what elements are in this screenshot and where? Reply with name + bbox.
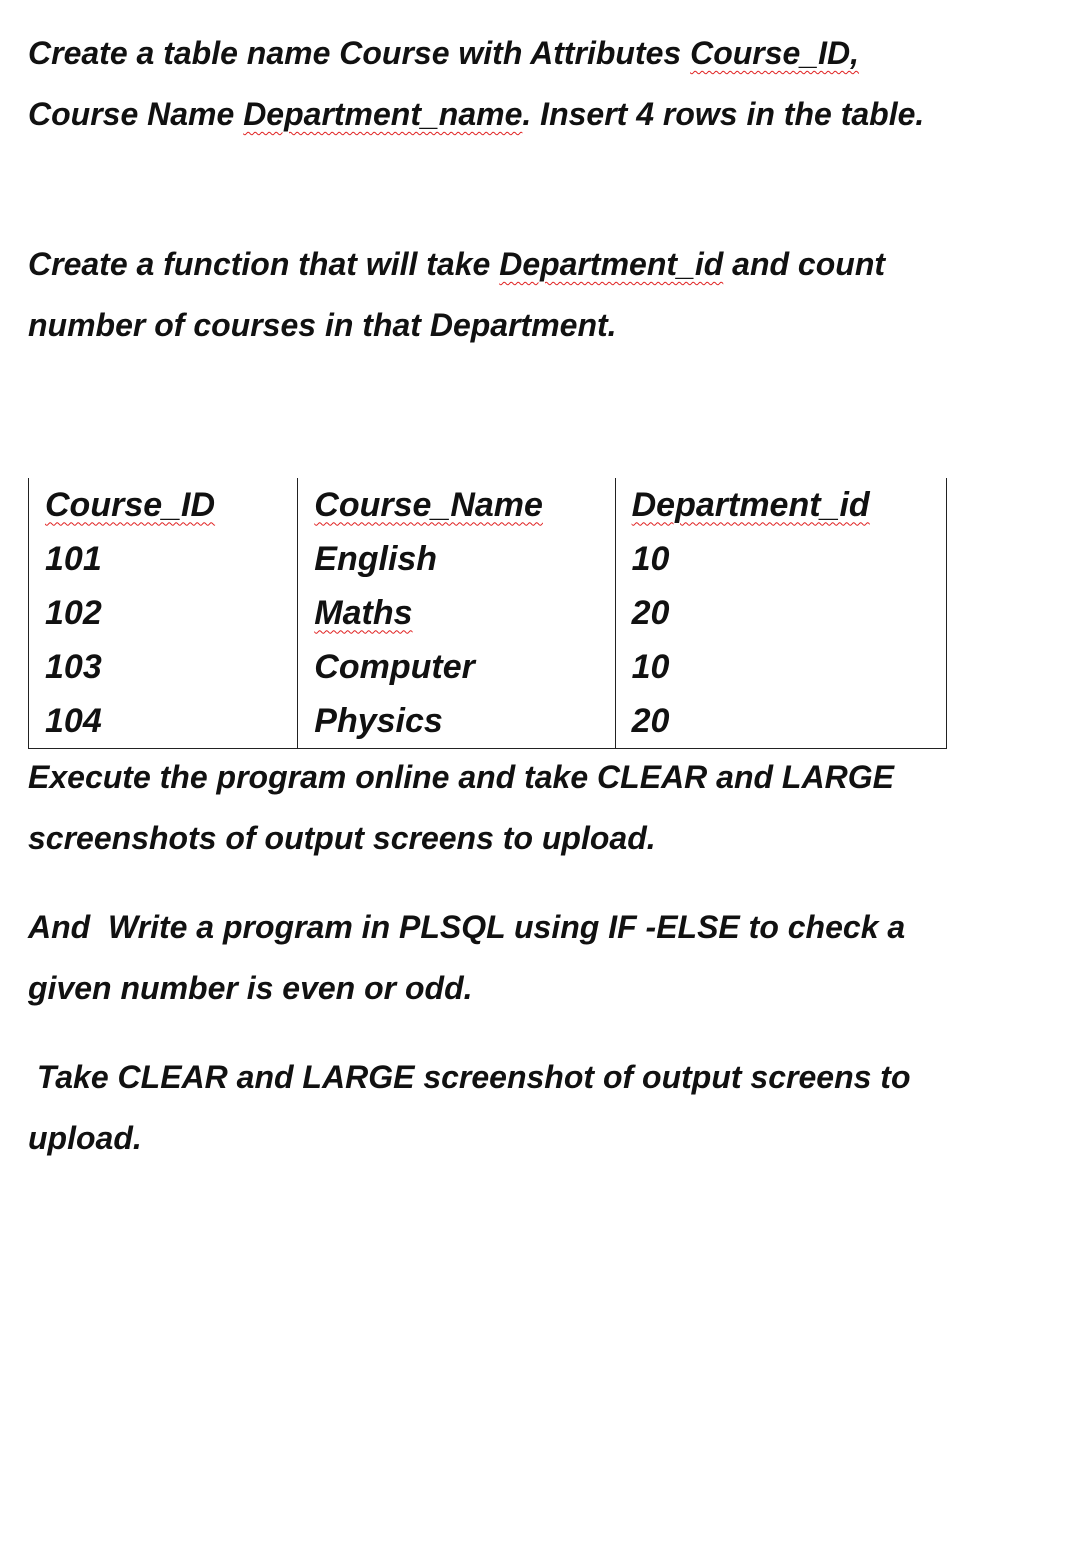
header-label: Department_id: [631, 485, 870, 524]
table-cell: 20: [615, 586, 946, 640]
course-table: [28, 478, 947, 749]
table-cell: 10: [615, 532, 946, 586]
instruction-plsql-program: And Write a program in PLSQL using IF -ELSE to check a given number is even or odd.: [28, 909, 915, 1006]
header-label: Course_Name: [314, 485, 543, 524]
table-cell: [298, 586, 615, 640]
spellcheck-word: Department_id: [499, 246, 724, 282]
instruction-take-screenshot: Take CLEAR and LARGE screenshot of output screens to upload.: [28, 1059, 920, 1156]
table-cell: 103: [29, 640, 298, 694]
table-cell: 10: [615, 640, 946, 694]
table-row: [29, 694, 947, 749]
spellcheck-word: Department_name: [243, 96, 523, 132]
header-cell: [29, 478, 298, 532]
header-label: Course_ID: [45, 485, 216, 524]
table-row: [29, 640, 947, 694]
spellcheck-word: Course_ID,: [690, 35, 860, 71]
text-span: and count number of courses in that Department.: [28, 246, 894, 343]
table-header-row: [29, 478, 947, 532]
header-cell: [298, 478, 615, 532]
instruction-create-table: [28, 23, 938, 145]
table-cell: 102: [29, 586, 298, 640]
table-cell: Physics: [298, 694, 615, 749]
table-cell: 20: [615, 694, 946, 749]
text-span: . Insert 4 rows in the table.: [522, 96, 925, 132]
table-cell: 104: [29, 694, 298, 749]
header-cell: [615, 478, 946, 532]
text-span: Create a function that will take: [28, 246, 500, 282]
table-cell: Computer: [298, 640, 615, 694]
instruction-execute: Execute the program online and take CLEAR and LARGE screenshots of output screens to upload.: [28, 759, 903, 856]
cell-text: Maths: [314, 593, 413, 632]
instruction-create-function: [28, 234, 898, 356]
table-row: [29, 532, 947, 586]
text-span: Course Name: [28, 96, 244, 132]
text-span: Create a table name Course with Attributes: [28, 35, 691, 71]
table-cell: 101: [29, 532, 298, 586]
table-row: [29, 586, 947, 640]
table-cell: English: [298, 532, 615, 586]
